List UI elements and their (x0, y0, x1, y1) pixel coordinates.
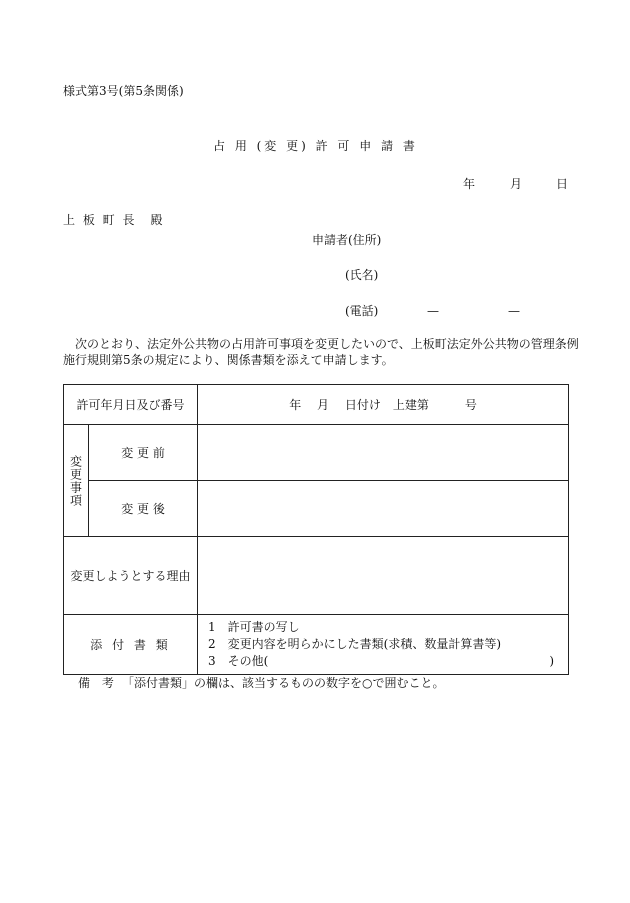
change-items-label: 変更事項 (68, 454, 83, 507)
body-text-line-1: 次のとおり、法定外公共物の占用許可事項を変更したいので、上板町法定外公共物の管理条例 (75, 337, 579, 351)
applicant-address-label: 申請者(住所) (312, 233, 382, 247)
permit-value: 年 月 日付け 上建第 号 (289, 398, 477, 412)
attachment-item-1: 1 許可書の写し (208, 620, 300, 634)
applicant-phone-label: (電話) (345, 304, 379, 318)
date-month: 月 (510, 177, 523, 191)
phone-dash-1: — (427, 304, 439, 318)
date-day: 日 (556, 177, 569, 191)
application-form-table (63, 384, 569, 675)
before-label-cell (89, 425, 198, 481)
after-label: 変 更 後 (121, 502, 165, 516)
form-number: 様式第3号(第5条関係) (63, 84, 184, 98)
attachment-close-paren: ) (549, 654, 555, 668)
permit-label: 許可年月日及び番号 (76, 398, 185, 412)
permit-label-cell (64, 385, 198, 425)
addressee: 上 板 町 長 殿 (63, 213, 165, 227)
attachments-list (198, 615, 569, 675)
before-value-cell[interactable] (198, 425, 569, 481)
reason-label-cell (64, 537, 198, 615)
after-value-cell[interactable] (198, 481, 569, 537)
before-label: 変 更 前 (121, 446, 165, 460)
applicant-name-label: (氏名) (345, 268, 379, 282)
remarks-text: 「添付書類」の欄は、該当するものの数字を○で囲むこと。 (122, 676, 445, 690)
reason-value-cell[interactable] (198, 537, 569, 615)
attachments-label-cell (64, 615, 198, 675)
after-label-cell (89, 481, 198, 537)
attachments-label: 添 付 書 類 (90, 638, 171, 652)
phone-dash-2: — (508, 304, 520, 318)
permit-value-cell (198, 385, 569, 425)
document-title: 占 用 (変 更) 許 可 申 請 書 (213, 139, 418, 153)
attachment-item-3: 3 その他( ) (208, 654, 555, 668)
reason-label: 変更しようとする理由 (70, 569, 191, 583)
change-items-cell (64, 425, 89, 537)
remarks-label: 備 考 (78, 676, 118, 690)
body-text-line-2: 施行規則第5条の規定により、関係書類を添えて申請します。 (63, 353, 394, 367)
attachment-item-2: 2 変更内容を明らかにした書類(求積、数量計算書等) (208, 637, 502, 651)
date-year: 年 (463, 177, 476, 191)
